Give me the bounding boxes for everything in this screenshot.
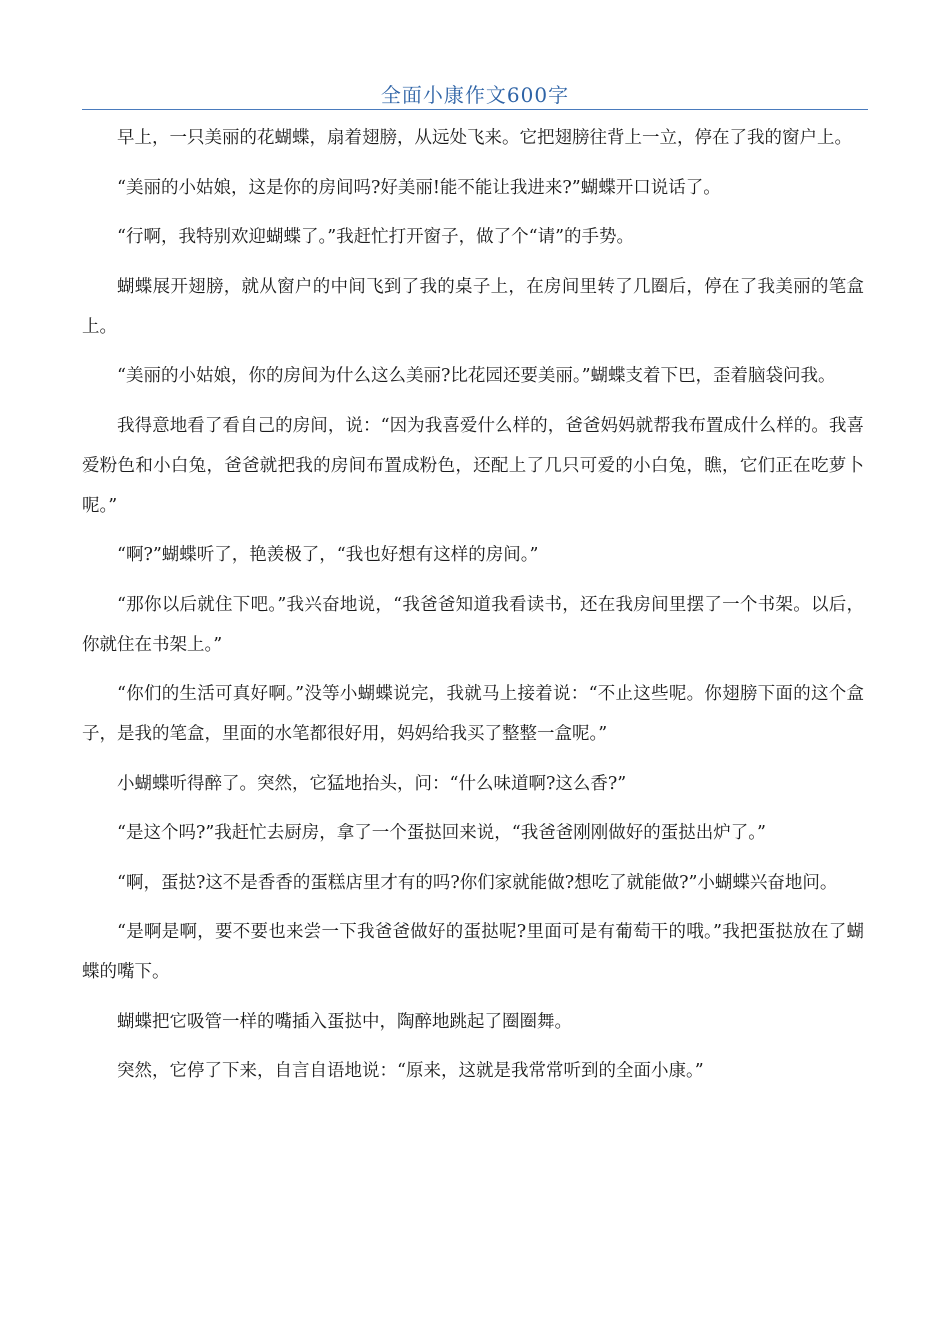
paragraph-15: 突然，它停了下来，自言自语地说：“原来，这就是我常常听到的全面小康。” — [117, 1061, 704, 1081]
paragraph-2: “美丽的小姑娘，这是你的房间吗?好美丽!能不能让我进来?”蝴蝶开口说话了。 — [117, 177, 721, 198]
document-body — [82, 118, 864, 1101]
paragraph-13: “是啊是啊，要不要也来尝一下我爸爸做好的蛋挞呢?里面可是有葡萄干的哦。”我把蛋挞放在了蝴蝶的嘴下。 — [82, 922, 864, 982]
paragraph-1: 早上，一只美丽的花蝴蝶，扇着翅膀，从远处飞来。它把翅膀往背上一立，停在了我的窗户上。 — [117, 128, 852, 148]
paragraph-5: “美丽的小姑娘，你的房间为什么这么美丽?比花园还要美丽。”蝴蝶支着下巴，歪着脑袋问我。 — [117, 366, 836, 386]
paragraph-11: “是这个吗?”我赶忙去厨房，拿了一个蛋挞回来说，“我爸爸刚刚做好的蛋挞出炉了。” — [117, 823, 766, 843]
paragraph-6: 我得意地看了看自己的房间，说：“因为我喜爱什么样的，爸爸妈妈就帮我布置成什么样的。我喜爱粉色和小白兔，爸爸就把我的房间布置成粉色，还配上了几只可爱的小白兔，瞧，它们正在吃萝卜呢。” — [82, 415, 864, 516]
paragraph-12: “啊，蛋挞?这不是香香的蛋糕店里才有的吗?你们家就能做?想吃了就能做?”小蝴蝶兴奋地问。 — [117, 872, 838, 893]
paragraph-14: 蝴蝶把它吸管一样的嘴插入蛋挞中，陶醉地跳起了圈圈舞。 — [117, 1011, 572, 1032]
paragraph-4: 蝴蝶展开翅膀，就从窗户的中间飞到了我的桌子上，在房间里转了几圈后，停在了我美丽的笔盒上。 — [82, 276, 864, 337]
paragraph-3: “行啊，我特别欢迎蝴蝶了。”我赶忙打开窗子，做了个“请”的手势。 — [117, 227, 635, 247]
paragraph-10: 小蝴蝶听得醉了。突然，它猛地抬头，问：“什么味道啊?这么香?” — [117, 773, 627, 794]
paragraph-8: “那你以后就住下吧。”我兴奋地说，“我爸爸知道我看读书，还在我房间里摆了一个书架。以后，你就住在书架上。” — [82, 594, 864, 655]
title-underline — [82, 109, 868, 110]
paragraph-7: “啊?”蝴蝶听了，艳羡极了，“我也好想有这样的房间。” — [117, 545, 539, 565]
paragraph-9: “你们的生活可真好啊。”没等小蝴蝶说完，我就马上接着说：“不止这些呢。你翅膀下面的这个盒子，是我的笔盒，里面的水笔都很好用，妈妈给我买了整整一盒呢。” — [82, 684, 864, 744]
document-title: 全面小康作文600字 — [380, 83, 570, 107]
